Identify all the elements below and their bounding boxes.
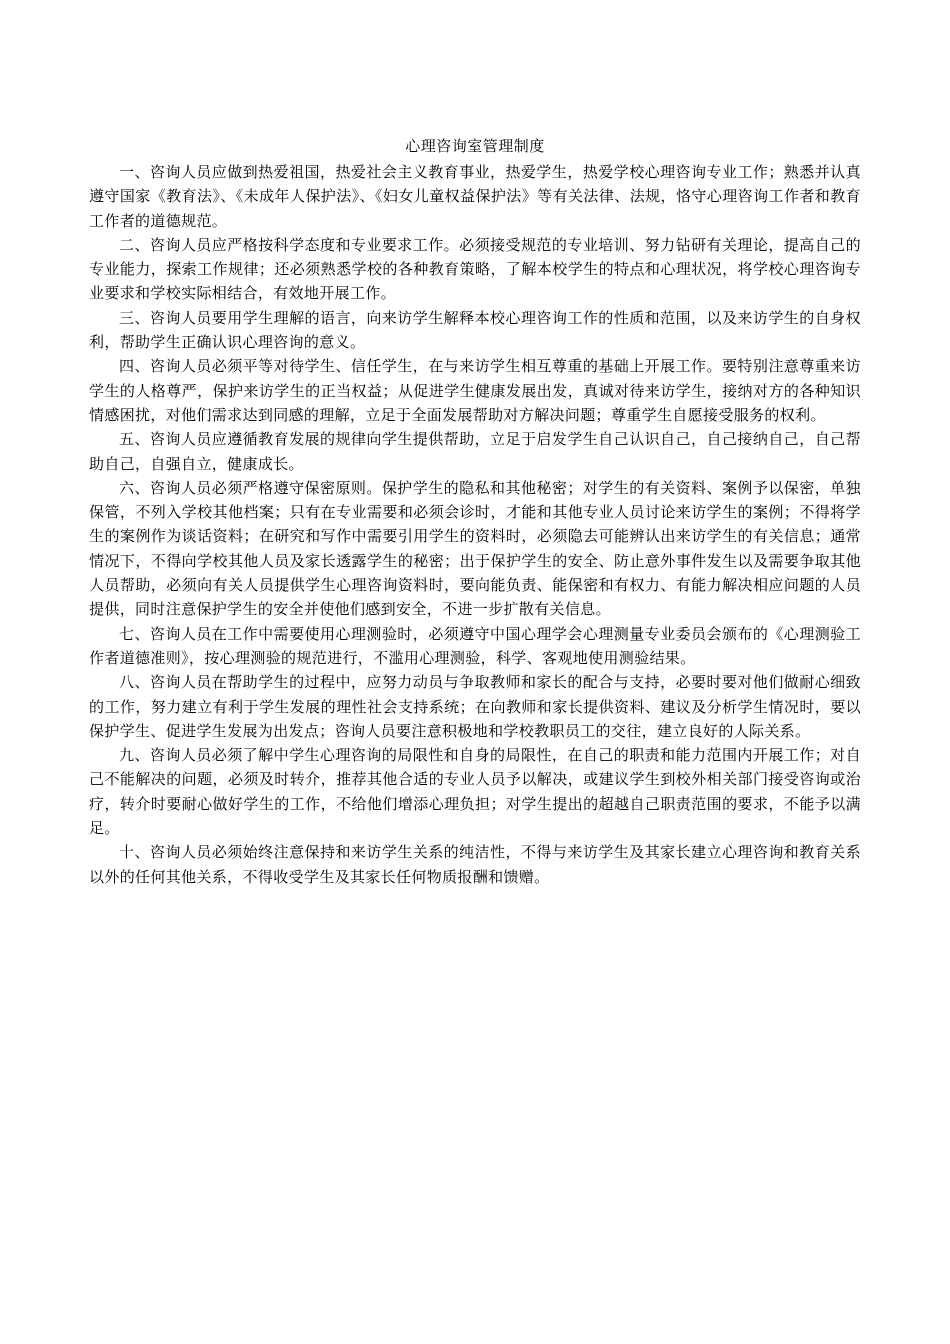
document-page (89, 134, 861, 889)
rule-paragraph-7: 七、咨询人员在工作中需要使用心理测验时，必须遵守中国心理学会心理测量专业委员会颁布的《心理测验工作者道德准则》，按心理测验的规范进行，不滥用心理测验，科学、客观地使用测验结果。 (89, 624, 861, 667)
rule-paragraph-5: 五、咨询人员应遵循教育发展的规律向学生提供帮助，立足于启发学生自己认识自己，自己接纳自己，自己帮助自己，自强自立，健康成长。 (89, 430, 861, 473)
rule-paragraph-6: 六、咨询人员必须严格遵守保密原则。保护学生的隐私和其他秘密；对学生的有关资料、案例予以保密，单独保管，不列入学校其他档案；只有在专业需要和必须会诊时，才能和其他专业人员讨论来访学生的案例；不得将学生的案例作为谈话资料；在研究和写作中需要引用学生的资料时，必须隐去可能辨认出来访学生的有关信息；通常情况下，不得向学校其他人员及家长透露学生的秘密；出于保护学生的安全、防止意外事件发生以及需要争取其他人员帮助，必须向有关人员提供学生心理咨询资料时，要向能负责、能保密和有权力、有能力解决相应问题的人员提供，同时注意保护学生的安全并使他们感到安全，不进一步扩散有关信息。 (89, 478, 861, 619)
rule-paragraph-3: 三、咨询人员要用学生理解的语言，向来访学生解释本校心理咨询工作的性质和范围，以及来访学生的自身权利，帮助学生正确认识心理咨询的意义。 (89, 308, 861, 352)
rule-paragraph-9: 九、咨询人员必须了解中学生心理咨询的局限性和自身的局限性，在自己的职责和能力范围内开展工作；对自己不能解决的问题，必须及时转介，推荐其他合适的专业人员予以解决，或建议学生到校外相关部门接受咨询或治疗，转介时要耐心做好学生的工作，不给他们增添心理负担；对学生提出的超越自己职责范围的要求，不能予以满足。 (89, 746, 861, 838)
rule-paragraph-8: 八、咨询人员在帮助学生的过程中，应努力动员与争取教师和家长的配合与支持，必要时要对他们做耐心细致的工作，努力建立有利于学生发展的理性社会支持系统；在向教师和家长提供资料、建议及分析学生情况时，要以保护学生、促进学生发展为出发点；咨询人员要注意积极地和学校教职员工的交往，建立良好的人际关系。 (89, 673, 861, 740)
document-body (89, 160, 861, 889)
rule-paragraph-2: 二、咨询人员应严格按科学态度和专业要求工作。必须接受规范的专业培训、努力钻研有关理论，提高自己的专业能力，探索工作规律；还必须熟悉学校的各种教育策略，了解本校学生的特点和心理状况，将学校心理咨询专业要求和学校实际相结合，有效地开展工作。 (89, 235, 861, 303)
document-title: 心理咨询室管理制度 (405, 137, 545, 155)
rule-paragraph-4: 四、咨询人员必须平等对待学生、信任学生，在与来访学生相互尊重的基础上开展工作。要特别注意尊重来访学生的人格尊严，保护来访学生的正当权益；从促进学生健康发展出发，真诚对待来访学生，接纳对方的各种知识情感困扰，对他们需求达到同感的理解，立足于全面发展帮助对方解决问题；尊重学生自愿接受服务的权利。 (89, 357, 861, 424)
rule-paragraph-10: 十、咨询人员必须始终注意保持和来访学生关系的纯洁性，不得与来访学生及其家长建立心理咨询和教育关系以外的任何其他关系，不得收受学生及其家长任何物质报酬和馈赠。 (89, 843, 861, 886)
rule-paragraph-1: 一、咨询人员应做到热爱祖国，热爱社会主义教育事业，热爱学生，热爱学校心理咨询专业工作；熟悉并认真遵守国家《教育法》、《未成年人保护法》、《妇女儿童权益保护法》等有关法律、法规，恪守心理咨询工作者和教育工作者的道德规范。 (89, 163, 861, 230)
